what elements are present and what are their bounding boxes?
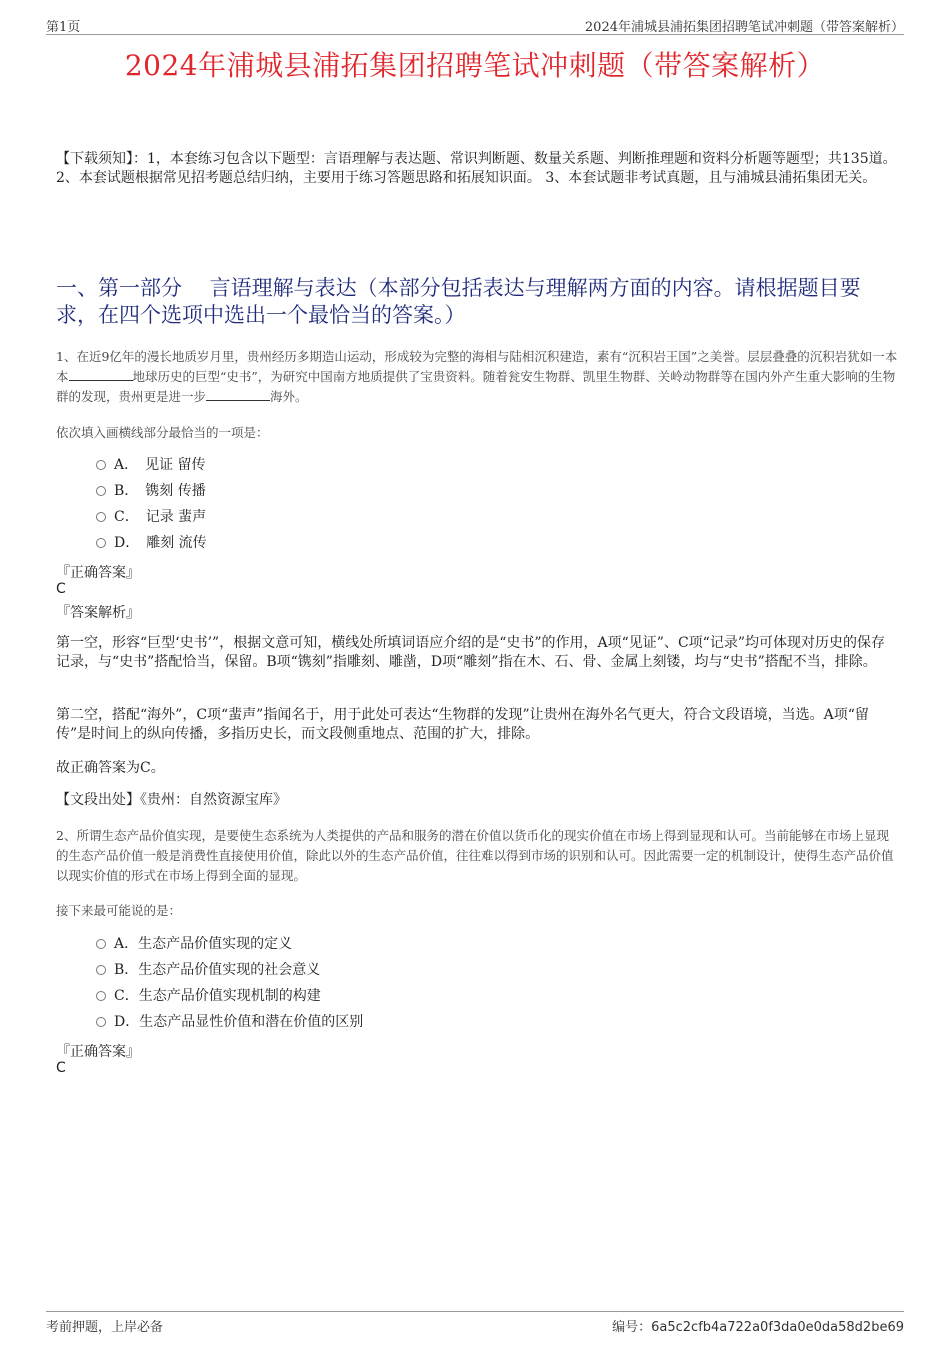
radio-icon[interactable] <box>96 538 106 548</box>
question-2-stem: 2、所谓生态产品价值实现，是要使生态系统为人类提供的产品和服务的潜在价值以货币化的现实价值在市场上得到显现和认可。当前能够在市场上显现的生态产品价值一般是消费性直接使用价值，除此以外的生态产品价值，往往难以得到市场的识别和认可。因此需要一定的机制设计，使得生态产品价值以现实价值的形式在市场上得到全面的显现。 <box>56 828 894 883</box>
fill-blank-1 <box>69 367 133 381</box>
q2-answer: C <box>56 1060 66 1076</box>
radio-icon[interactable] <box>96 1017 106 1027</box>
q1-option-d[interactable]: D． 雕刻 流传 <box>96 533 207 553</box>
q1-source: 【文段出处】《贵州：自然资源宝库》 <box>56 792 287 808</box>
q2-option-a[interactable]: A．生态产品价值实现的定义 <box>96 934 292 954</box>
q1-option-a[interactable]: A． 见证 留传 <box>96 455 206 475</box>
q2-answer-label: 『正确答案』 <box>56 1044 140 1060</box>
footer-slogan: 考前押题，上岸必备 <box>46 1320 164 1335</box>
question-1-prompt: 依次填入画横线部分最恰当的一项是： <box>56 425 269 440</box>
q1-analysis-1: 第一空，形容“巨型‘史书’”，根据文意可知，横线处所填词语应介绍的是“史书”的作用，A项“见证”、C项“记录”均可体现对历史的保存记录，与“史书”搭配恰当，保留。B项“镌刻”指雕刻、雕凿，D项“雕刻”指在木、石、骨、金属上刻镂，均与“史书”搭配不当，排除。 <box>56 635 885 670</box>
radio-icon[interactable] <box>96 512 106 522</box>
q2-option-c[interactable]: C．生态产品价值实现机制的构建 <box>96 986 321 1006</box>
page-footer <box>46 1311 904 1334</box>
page-header <box>46 14 904 35</box>
section-heading: 一、第一部分 言语理解与表达（本部分包括表达与理解两方面的内容。请根据题目要求，在四个选项中选出一个最恰当的答案。） <box>56 276 861 327</box>
q1-analysis-2: 第二空，搭配“海外”，C项“蜚声”指闻名于，用于此处可表达“生物群的发现”让贵州在海外名气更大，符合文段语境，当选。A项“留传”是时间上的纵向传播，多指历史长，而文段侧重地点、范围的扩大，排除。 <box>56 707 869 742</box>
question-1-stem: 1、在近9亿年的漫长地质岁月里，贵州经历多期造山运动，形成较为完整的海相与陆相沉积建造，素有“沉积岩王国”之美誉。层层叠叠的沉积岩犹如一本本 地球历史的巨型“史书”，为研究中国南方地质提供了宝贵资料。随着瓮安生物群、凯里生物群、关岭动物群等在国内外产生重大影响的生物群的发现，贵州更是进一步 海外。 <box>56 349 898 404</box>
q1-option-b[interactable]: B． 镌刻 传播 <box>96 481 206 501</box>
radio-icon[interactable] <box>96 939 106 949</box>
footer-code: 编号：6a5c2cfb4a722a0f3da0e0da58d2be69 <box>612 1320 904 1335</box>
download-notice: 【下载须知】：1，本套练习包含以下题型：言语理解与表达题、常识判断题、数量关系题、判断推理题和资料分析题等题型；共135道。 2、本套试题根据常见招考题总结归纳，主要用于练习答题思路和拓展知识面。 3、本套试题非考试真题，且与浦城县浦拓集团无关。 <box>56 151 897 186</box>
radio-icon[interactable] <box>96 991 106 1001</box>
q1-answer-label: 『正确答案』 <box>56 565 140 581</box>
header-doc-title: 2024年浦城县浦拓集团招聘笔试冲刺题（带答案解析） <box>584 20 904 35</box>
document-title: 2024年浦城县浦拓集团招聘笔试冲刺题（带答案解析） <box>124 49 826 82</box>
radio-icon[interactable] <box>96 965 106 975</box>
radio-icon[interactable] <box>96 486 106 496</box>
q1-option-c[interactable]: C． 记录 蜚声 <box>96 507 206 527</box>
page-number: 第1页 <box>46 20 81 35</box>
q1-answer: C <box>56 581 66 597</box>
fill-blank-2 <box>206 387 270 401</box>
radio-icon[interactable] <box>96 460 106 470</box>
q2-option-d[interactable]: D．生态产品显性价值和潜在价值的区别 <box>96 1012 363 1032</box>
q2-option-b[interactable]: B．生态产品价值实现的社会意义 <box>96 960 320 980</box>
q1-analysis-label: 『答案解析』 <box>56 605 140 621</box>
q1-conclusion: 故正确答案为C。 <box>56 760 165 776</box>
question-2-prompt: 接下来最可能说的是： <box>56 903 182 918</box>
